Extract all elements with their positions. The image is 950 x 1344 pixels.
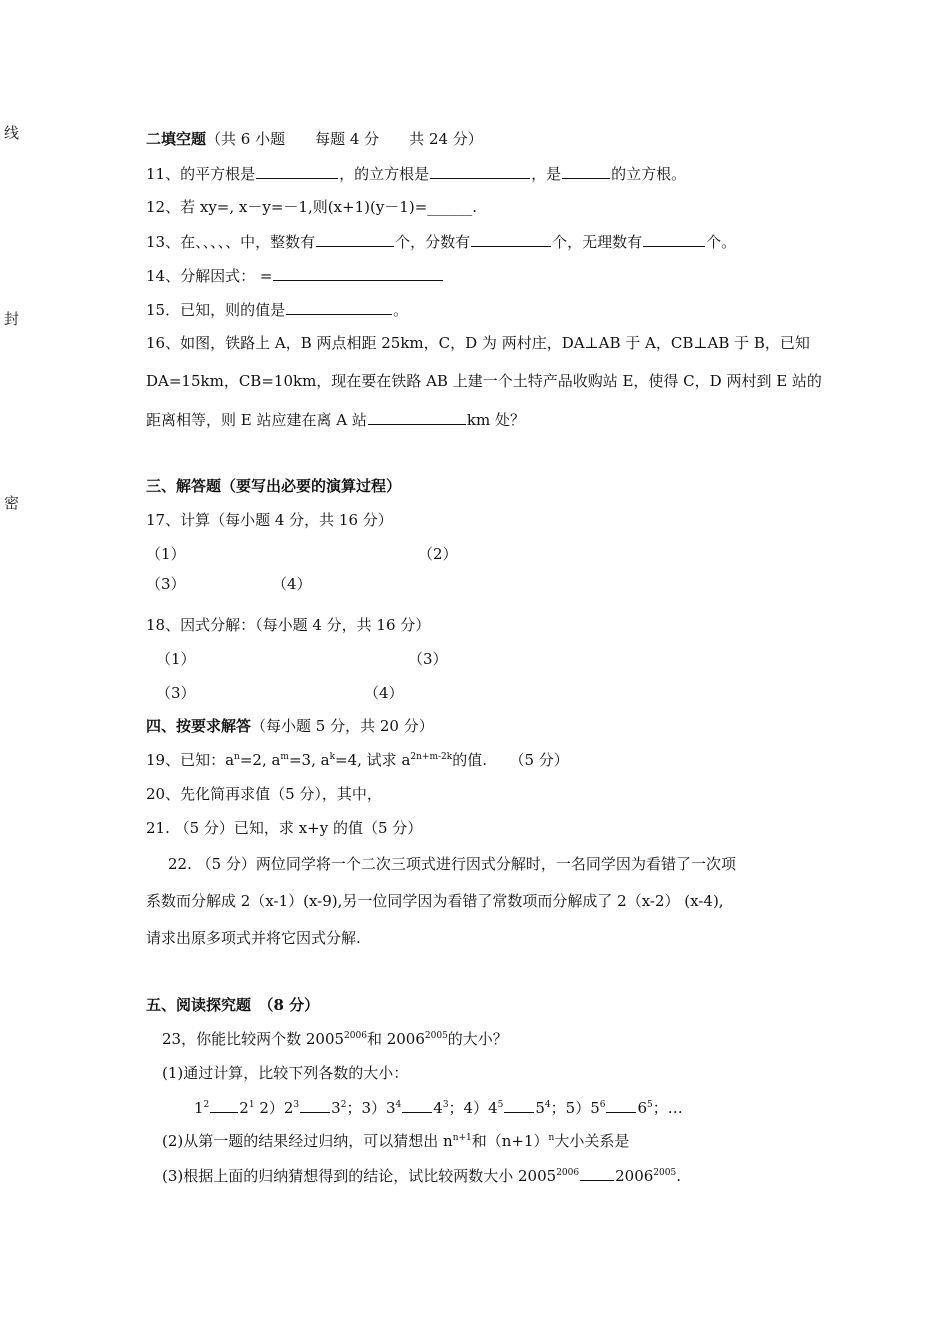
question-14 — [146, 265, 444, 286]
q11-text-d: 的立方根。 — [611, 165, 687, 183]
section-4-title: 四、按要求解答 — [146, 717, 252, 735]
q18-part-4: （4） — [364, 684, 404, 702]
q23-r9: ；5）5 — [550, 1099, 600, 1117]
q13-blank-1[interactable] — [316, 231, 394, 247]
q23-p3-text-c: . — [676, 1167, 681, 1185]
q23-r2-sup: 1 — [248, 1100, 255, 1110]
q23-part-1: (1)通过计算，比较下列各数的大小： — [162, 1064, 409, 1082]
q11-blank-3[interactable] — [562, 163, 610, 179]
section-5-title: 五、阅读探究题 （8 分） — [146, 996, 320, 1014]
q17-part-3: （3） — [146, 575, 186, 593]
q17-part-4: （4） — [272, 575, 312, 593]
q23-sup-2: 2005 — [424, 1031, 448, 1041]
question-22-line-3: 请求出原多项式并将它因式分解. — [146, 929, 361, 947]
q14-blank[interactable] — [273, 265, 443, 281]
q23-blank-5[interactable] — [606, 1097, 636, 1113]
section-2-heading — [146, 129, 483, 149]
margin-label-secret: 密 — [4, 494, 20, 512]
q19-text-a: 19、已知：a — [146, 751, 235, 769]
q13-text-a: 13、在、、、、、中，整数有 — [146, 233, 316, 251]
q19-text-c: =3, a — [288, 751, 330, 769]
q23-p2-text-b: 和（n+1） — [471, 1132, 549, 1150]
q13-text-b: 个，分数有 — [395, 233, 471, 251]
margin-label-line: 线 — [4, 124, 20, 142]
q23-r9-sup: 6 — [599, 1100, 606, 1110]
question-17-title: 17、计算（每小题 4 分，共 16 分） — [146, 511, 393, 529]
section-4-heading — [146, 716, 434, 736]
question-15 — [146, 299, 408, 320]
q23-r8-sup: 4 — [544, 1100, 551, 1110]
question-12: 12、若 xy=, x－y=－1,则(x+1)(y－1)=______. — [146, 198, 478, 216]
q23-p3-text-a: (3)根据上面的归纳猜想得到的结论，试比较两数大小 2005 — [162, 1167, 557, 1185]
q13-text-d: 个。 — [706, 233, 737, 251]
q17-part-1: （1） — [146, 545, 186, 563]
q11-text-a: 11、的平方根是 — [146, 165, 256, 183]
q16-text-b: km 处？ — [466, 411, 525, 429]
q19-sup-m: m — [280, 752, 289, 762]
q23-p3-sup-1: 2006 — [556, 1168, 580, 1178]
question-20: 20、先化简再求值（5 分），其中， — [146, 785, 382, 803]
q18-part-1: （1） — [156, 650, 196, 668]
q19-text-d: =4, 试求 a — [335, 751, 411, 769]
question-22-line-1: 22. （5 分）两位同学将一个二次三项式进行因式分解时，一名同学因为看错了一次项 — [168, 855, 736, 873]
q11-blank-1[interactable] — [256, 163, 338, 179]
q19-text-e: 的值. （5 分） — [452, 751, 569, 769]
question-16-line-3 — [146, 409, 525, 430]
q23-r3-sup: 3 — [293, 1100, 300, 1110]
question-16-line-1: 16、如图，铁路上 A，B 两点相距 25km，C，D 为 两村庄，DA⊥AB 于 A，CB⊥AB 于 B，已知 — [146, 334, 810, 352]
q23-p2-text-c: 大小关系是 — [554, 1132, 630, 1150]
q23-r4: 3 — [331, 1099, 341, 1117]
q11-text-b: ，的立方根是 — [339, 165, 430, 183]
q23-p3-text-b: 2006 — [615, 1167, 654, 1185]
q15-text-a: 15．已知，则的值是 — [146, 301, 286, 319]
question-16-line-2: DA=15km，CB=10km，现在要在铁路 AB 上建一个土特产品收购站 E，使得 C，D 两村到 E 站的 — [146, 372, 822, 390]
q23-r3: 2）2 — [254, 1099, 294, 1117]
q11-text-c: ，是 — [531, 165, 562, 183]
q18-part-2: （3） — [408, 650, 448, 668]
q15-text-b: 。 — [393, 301, 409, 319]
q23-r2: 2 — [239, 1099, 249, 1117]
margin-label-seal: 封 — [4, 310, 20, 328]
question-22-line-2: 系数而分解成 2（x-1）(x-9),另一位同学因为看错了常数项而分解成了 2（x-2） (x-4), — [146, 892, 724, 910]
q23-r5: ；3）3 — [346, 1099, 396, 1117]
q23-r10: 6 — [637, 1099, 648, 1117]
question-18-title: 18、因式分解：（每小题 4 分，共 16 分） — [146, 616, 431, 634]
q19-text-b: =2, a — [239, 751, 281, 769]
q23-part-3 — [162, 1165, 681, 1186]
question-11 — [146, 163, 686, 184]
q13-text-c: 个，无理数有 — [552, 233, 643, 251]
q17-part-2: （2） — [418, 545, 458, 563]
section-2-title: 二填空题 — [146, 130, 207, 148]
q23-blank-1[interactable] — [210, 1097, 238, 1113]
q23-r1-sup: 2 — [203, 1100, 210, 1110]
question-23 — [162, 1029, 508, 1049]
q23-p2-text-a: (2)从第一题的结果经过归纳，可以猜想出 n — [162, 1132, 453, 1150]
q23-blank-2[interactable] — [300, 1097, 330, 1113]
q23-r11: ；… — [652, 1099, 683, 1117]
question-13 — [146, 231, 736, 252]
q23-blank-3[interactable] — [402, 1097, 432, 1113]
question-21: 21. （5 分）已知，求 x+y 的值（5 分） — [146, 819, 423, 837]
q23-p3-blank[interactable] — [580, 1165, 614, 1181]
q23-r7-sup: 5 — [497, 1100, 504, 1110]
section-3-title: 三、解答题（要写出必要的演算过程） — [146, 477, 402, 495]
q23-r8: 5 — [535, 1099, 545, 1117]
q23-p2-sup-2: n — [548, 1133, 555, 1143]
q23-r4-sup: 2 — [340, 1100, 347, 1110]
q13-blank-2[interactable] — [471, 231, 551, 247]
q19-sup-exp: 2n+m-2k — [410, 752, 453, 762]
section-4-info: （每小题 5 分，共 20 分） — [251, 717, 434, 735]
q23-sup-1: 2006 — [344, 1031, 367, 1041]
q23-r6-sup: 3 — [442, 1100, 449, 1110]
q11-blank-2[interactable] — [430, 163, 530, 179]
q14-text-a: 14、分解因式： = — [146, 267, 273, 285]
q19-sup-n: n — [234, 752, 240, 762]
q23-p3-sup-2: 2005 — [653, 1168, 677, 1178]
q23-blank-4[interactable] — [504, 1097, 534, 1113]
q23-text-a: 23，你能比较两个数 2005 — [162, 1030, 345, 1048]
section-2-info: （共 6 小题 每题 4 分 共 24 分） — [206, 130, 483, 148]
q19-sup-k: k — [329, 752, 336, 762]
q23-r7: ；4）4 — [448, 1099, 498, 1117]
question-19 — [146, 750, 569, 770]
q16-blank[interactable] — [368, 409, 466, 425]
q23-comparison-row — [194, 1097, 683, 1118]
q23-r1: 1 — [194, 1099, 204, 1117]
q18-part-3: （3） — [156, 684, 196, 702]
q23-r5-sup: 4 — [395, 1100, 402, 1110]
q23-part-2 — [162, 1131, 629, 1151]
q23-p2-sup-1: n+1 — [452, 1133, 472, 1143]
q15-blank[interactable] — [286, 299, 392, 315]
q23-text-b: 和 2006 — [366, 1030, 425, 1048]
q23-r6: 4 — [433, 1099, 443, 1117]
q23-r10-sup: 5 — [647, 1100, 653, 1110]
q13-blank-3[interactable] — [643, 231, 705, 247]
q23-text-c: 的大小？ — [447, 1030, 508, 1048]
q16-text-a: 距离相等，则 E 站应建在离 A 站 — [146, 411, 367, 429]
